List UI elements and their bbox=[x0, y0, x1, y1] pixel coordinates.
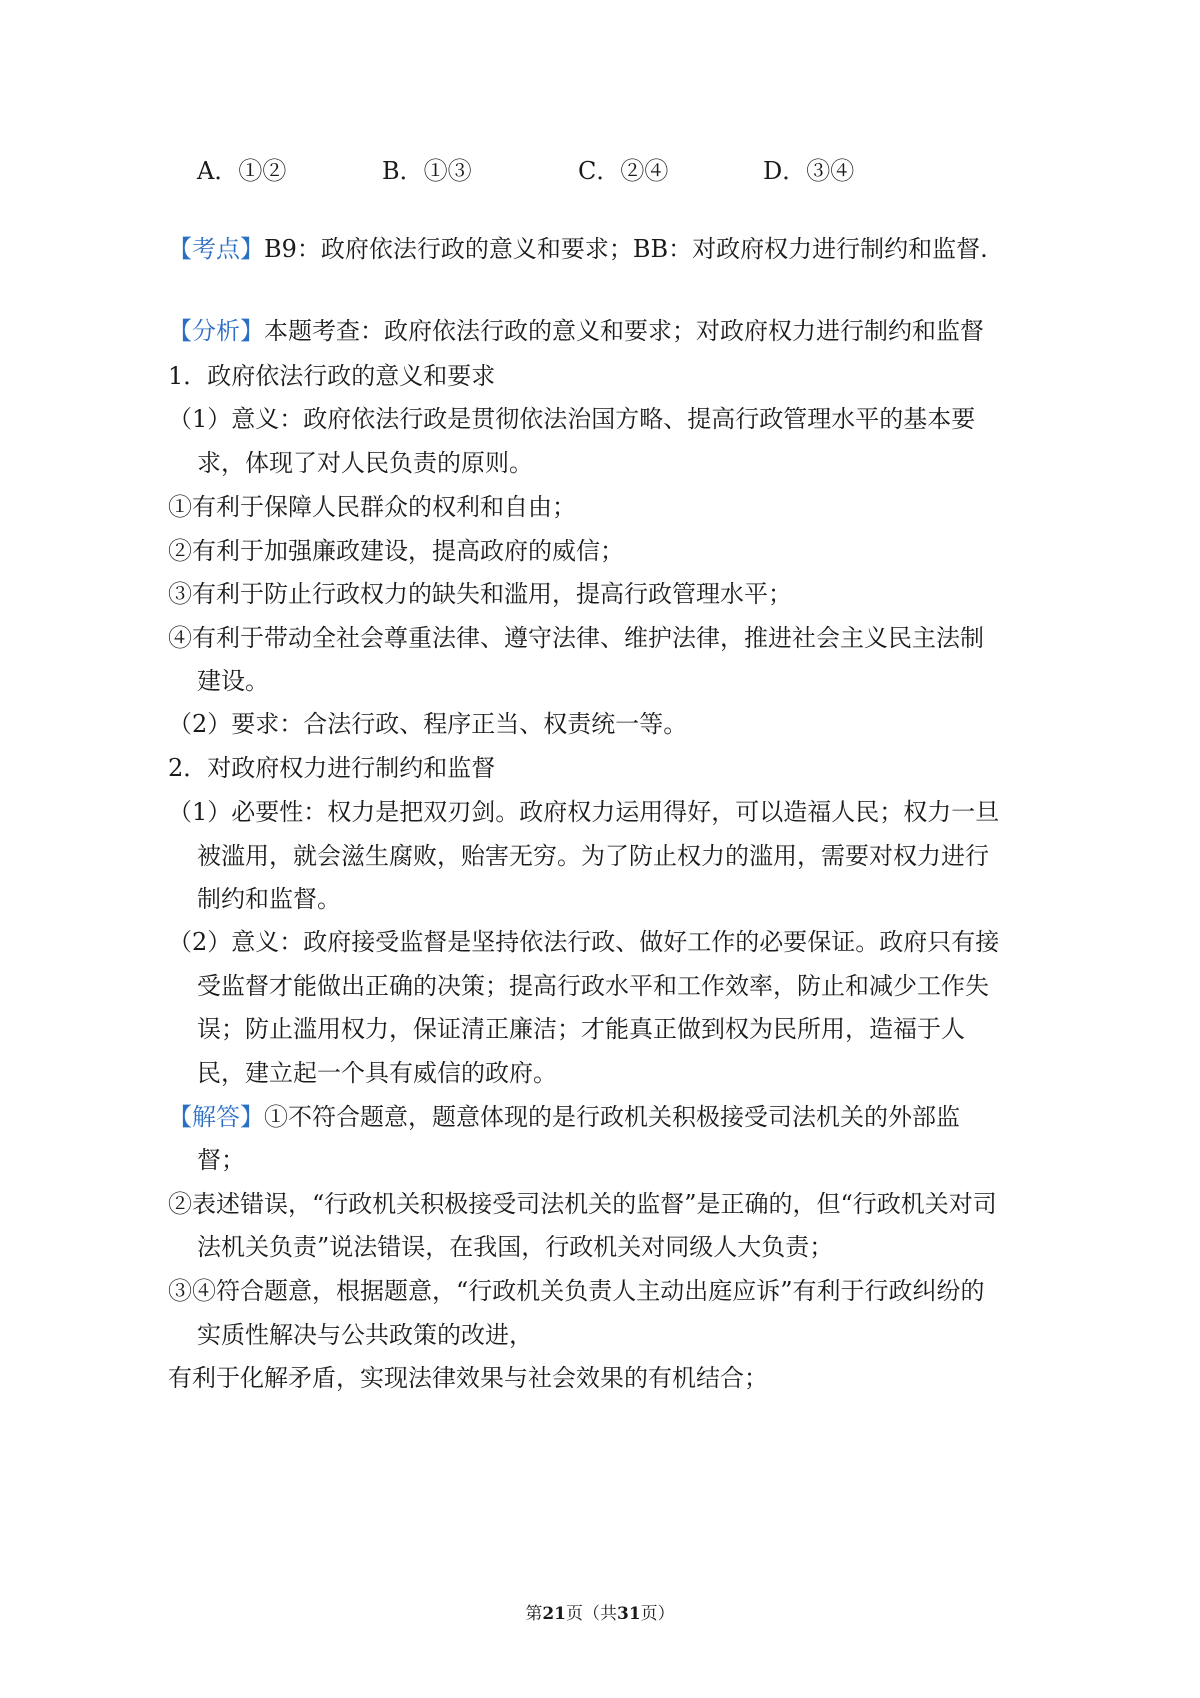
fenxi-line-3: 求，体现了对人民负责的原则。 bbox=[197, 449, 533, 477]
fenxi-line-12: 被滥用，就会滋生腐败，贻害无穷。为了防止权力的滥用，需要对权力进行 bbox=[197, 842, 989, 870]
jieda-text: ①不符合题意，题意体现的是行政机关积极接受司法机关的外部监 bbox=[264, 1103, 960, 1131]
kaodian-tag: 【考点】 bbox=[168, 235, 264, 263]
option-c: C．②④ bbox=[578, 157, 669, 185]
total-page-number: 31 bbox=[617, 1604, 641, 1624]
current-page-number: 21 bbox=[542, 1604, 566, 1624]
fenxi-line-11: （1）必要性：权力是把双刃剑。政府权力运用得好，可以造福人民；权力一旦 bbox=[168, 798, 1000, 826]
fenxi-tag: 【分析】 bbox=[168, 317, 264, 345]
jieda-line-6: 有利于化解矛盾，实现法律效果与社会效果的有机结合； bbox=[168, 1364, 768, 1392]
fenxi-line-4: ①有利于保障人民群众的权利和自由； bbox=[168, 493, 576, 521]
page-footer: 第21页（共31页） bbox=[525, 1604, 675, 1624]
fenxi-line-9: （2）要求：合法行政、程序正当、权责统一等。 bbox=[168, 710, 688, 738]
jieda-line-5: 实质性解决与公共政策的改进， bbox=[197, 1321, 533, 1349]
fenxi-line-14: （2）意义：政府接受监督是坚持依法行政、做好工作的必要保证。政府只有接 bbox=[168, 928, 1000, 956]
kaodian-line bbox=[168, 233, 988, 265]
kaodian-text: B9：政府依法行政的意义和要求；BB：对政府权力进行制约和监督. bbox=[264, 235, 988, 263]
fenxi-line-6: ③有利于防止行政权力的缺失和滥用，提高行政管理水平； bbox=[168, 580, 792, 608]
jieda-line-3: 法机关负责”说法错误，在我国，行政机关对同级人大负责； bbox=[197, 1233, 834, 1261]
fenxi-line-2: （1）意义：政府依法行政是贯彻依法治国方略、提高行政管理水平的基本要 bbox=[168, 405, 976, 433]
option-d: D．③④ bbox=[763, 157, 855, 185]
fenxi-line-16: 误；防止滥用权力，保证清正廉洁；才能真正做到权为民所用，造福于人 bbox=[197, 1015, 965, 1043]
jieda-line-2: ②表述错误，“行政机关积极接受司法机关的监督”是正确的，但“行政机关对司 bbox=[168, 1190, 997, 1218]
jieda-line bbox=[168, 1101, 960, 1133]
fenxi-line bbox=[168, 315, 984, 347]
fenxi-text: 本题考查：政府依法行政的意义和要求；对政府权力进行制约和监督 bbox=[264, 317, 984, 345]
jieda-line-1: 督； bbox=[197, 1146, 245, 1174]
option-b: B．①③ bbox=[382, 157, 472, 185]
fenxi-line-7: ④有利于带动全社会尊重法律、遵守法律、维护法律，推进社会主义民主法制 bbox=[168, 624, 984, 652]
fenxi-line-17: 民，建立起一个具有威信的政府。 bbox=[197, 1059, 557, 1087]
option-a: A．①② bbox=[197, 157, 287, 185]
fenxi-line-10: 2．对政府权力进行制约和监督 bbox=[168, 754, 496, 782]
fenxi-line-1: 1．政府依法行政的意义和要求 bbox=[168, 362, 496, 390]
fenxi-line-8: 建设。 bbox=[197, 667, 269, 695]
jieda-tag: 【解答】 bbox=[168, 1103, 264, 1131]
fenxi-line-13: 制约和监督。 bbox=[197, 885, 341, 913]
fenxi-line-15: 受监督才能做出正确的决策；提高行政水平和工作效率，防止和减少工作失 bbox=[197, 972, 989, 1000]
jieda-line-4: ③④符合题意，根据题意，“行政机关负责人主动出庭应诉”有利于行政纠纷的 bbox=[168, 1277, 985, 1305]
fenxi-line-5: ②有利于加强廉政建设，提高政府的威信； bbox=[168, 537, 624, 565]
